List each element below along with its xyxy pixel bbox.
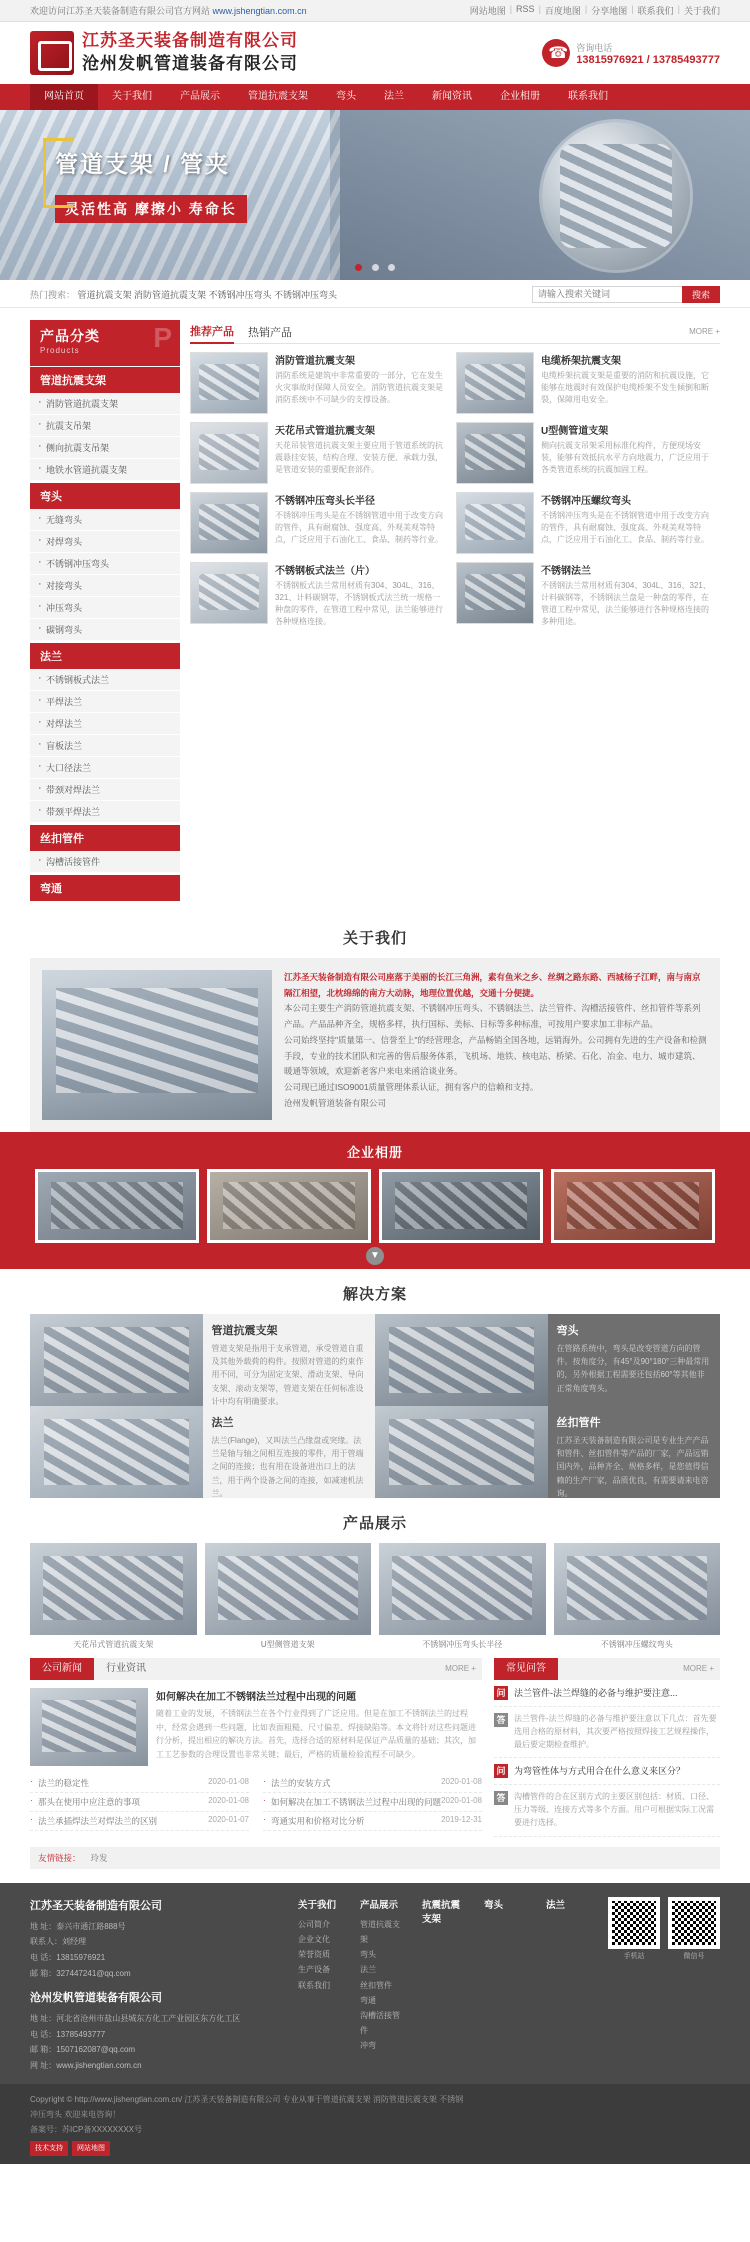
copyright-tag-sitemap[interactable]: 网站地图	[72, 2141, 110, 2156]
faq-answer-badge: 答	[494, 1791, 508, 1805]
product-card[interactable]	[190, 492, 448, 554]
banner-dot-3[interactable]	[388, 264, 395, 271]
showcase-image	[205, 1543, 372, 1635]
about-paragraph: 沧州发帆管道装备有限公司	[284, 1097, 387, 1108]
copyright-line-2: 冲压弯头 欢迎来电咨询！	[30, 2109, 121, 2119]
solution-text	[203, 1314, 376, 1406]
sidebar-cat-bracket[interactable]: 管道抗震支架	[30, 367, 180, 393]
hero-banner[interactable]	[0, 110, 750, 280]
product-card[interactable]	[190, 352, 448, 414]
footer-link-threaded[interactable]: 丝扣管件	[360, 1980, 392, 1990]
logo-line-2: 沧州发帆管道装备有限公司	[82, 54, 298, 73]
sidebar-item-ss-plate-flange[interactable]: · 不锈钢板式法兰	[30, 669, 180, 691]
site-footer	[0, 1883, 750, 2084]
showcase-item[interactable]	[379, 1543, 546, 1654]
sidebar-item-hanger[interactable]: · 抗震支吊架	[30, 415, 180, 437]
solution-title: 管道抗震支架	[211, 1325, 278, 1337]
product-desc: 不锈钢板式法兰常用材质有304、304L、316、321、计料碳钢等，不锈钢板式法兰统一规格一种盘的零件，在管道工程中常见，法兰能够进行各种规格连接。	[275, 581, 443, 626]
news-list-item[interactable]	[30, 1812, 249, 1831]
hot-keywords-text[interactable]: 管道抗震支架 消防管道抗震支架 不锈钢冲压弯头 不锈钢冲压弯头	[77, 289, 338, 300]
sidebar-item-wn-flange[interactable]: · 带颈对焊法兰	[30, 779, 180, 801]
news-feature-image	[30, 1688, 148, 1766]
footer-address-2: 地 址：河北省沧州市盐山县城东方化工产业园区东方化工区	[30, 2014, 241, 2024]
welcome-text	[30, 4, 307, 17]
product-thumbnail	[190, 422, 268, 484]
sidebar-item-carbon-elbow[interactable]: · 碳钢弯头	[30, 619, 180, 641]
footer-company-1: 江苏圣天装备制造有限公司	[30, 1899, 162, 1912]
sidebar-item-seamless-elbow[interactable]: · 无缝弯头	[30, 509, 180, 531]
news-list-item[interactable]	[30, 1774, 249, 1793]
topbar-link-contact[interactable]: 联系我们	[637, 6, 674, 16]
album-section	[0, 1132, 750, 1269]
copyright-tag-support[interactable]: 技术支持	[30, 2141, 68, 2156]
product-thumbnail	[190, 352, 268, 414]
friend-link-item[interactable]: 玲发	[90, 1852, 108, 1863]
products-more-link[interactable]: MORE +	[689, 327, 720, 336]
solutions-title-text: 解决方案	[342, 1286, 407, 1303]
showcase-image	[554, 1543, 721, 1635]
about-title-text: 关于我们	[342, 930, 407, 947]
showcase-item[interactable]	[30, 1543, 197, 1654]
faq-answer	[494, 1785, 720, 1836]
footer-link-bracket[interactable]: 管道抗震支架	[360, 1919, 400, 1944]
qr-code-mobile	[608, 1897, 660, 1949]
showcase-image	[379, 1543, 546, 1635]
showcase-item[interactable]	[554, 1543, 721, 1654]
product-title: 不锈钢板式法兰（片）	[275, 566, 375, 577]
news-item-title: · 法兰的安装方式	[271, 1778, 331, 1788]
product-desc: 不锈钢法兰常用材质有304、304L、316、321、计料碳钢等，不锈钢法兰盘是一种盘的零件，在管道工程中常见，法兰能够进行各种规格连接的多种用途。	[541, 581, 711, 626]
solution-title: 丝扣管件	[556, 1417, 601, 1429]
solution-cell[interactable]	[375, 1314, 720, 1406]
sidebar-title-en: Products	[40, 346, 80, 355]
sidebar-item-groove-fitting[interactable]: · 沟槽活接管件	[30, 851, 180, 873]
footer-nav-products	[360, 1897, 404, 2074]
main-nav	[0, 84, 750, 110]
product-list	[190, 320, 720, 903]
solution-cell[interactable]	[30, 1406, 375, 1498]
nav-item-news[interactable]: 新闻资讯	[432, 91, 472, 102]
footer-nav-title-about: 关于我们	[298, 1899, 337, 1911]
solution-text	[203, 1406, 376, 1498]
sidebar-item-fire-bracket[interactable]: · 消防管道抗震支架	[30, 393, 180, 415]
sidebar-cat-flange[interactable]: 法兰	[30, 643, 180, 669]
sidebar-item-flat-flange[interactable]: · 平焊法兰	[30, 691, 180, 713]
footer-website-2: 网 址：www.jishengtian.com.cn	[30, 2060, 142, 2070]
product-desc: 天花吊装管道抗震支架主要应用于管道系统的抗震悬挂安装，结构合理、安装方便、承载力强，是管道安装的重要配套部件。	[275, 441, 443, 474]
news-item-date: 2020-01-08	[208, 1796, 249, 1805]
phone-block	[542, 39, 720, 67]
product-thumbnail	[190, 492, 268, 554]
hot-keywords	[30, 288, 337, 301]
album-item[interactable]	[379, 1169, 543, 1243]
site-header	[0, 22, 750, 84]
solution-text	[548, 1314, 721, 1406]
faq-panel	[494, 1658, 720, 1837]
solution-title: 弯头	[556, 1325, 579, 1337]
sidebar-item-lateral-hanger[interactable]: · 侧向抗震支吊架	[30, 437, 180, 459]
product-title: 天花吊式管道抗震支架	[275, 426, 375, 437]
welcome-prefix: 欢迎访问江苏圣天装备制造有限公司官方网站	[30, 6, 211, 16]
faq-answer	[494, 1707, 720, 1758]
product-card[interactable]	[456, 562, 714, 628]
nav-item-album[interactable]: 企业相册	[500, 91, 540, 102]
solution-image	[30, 1314, 203, 1406]
footer-link-stamp[interactable]: 冲弯	[360, 2041, 376, 2051]
footer-link-groove[interactable]: 沟槽活接管件	[360, 2010, 400, 2036]
search-input[interactable]	[532, 286, 682, 303]
faq-tabs	[494, 1658, 720, 1680]
product-card[interactable]	[456, 492, 714, 554]
faq-list	[494, 1680, 720, 1837]
sidebar-item-stamped-elbow[interactable]: · 冲压弯头	[30, 597, 180, 619]
solution-desc: 在管路系统中，弯头是改变管道方向的管件。按角度分，有45°及90°180°三种最常用的，另外根据工程需要还包括60°等其他非正常角度弯头。	[556, 1344, 710, 1393]
faq-more-link[interactable]: MORE +	[683, 1664, 714, 1673]
qr-caption-mobile: 手机站	[623, 1952, 645, 1960]
sidebar-item-so-flange[interactable]: · 带颈平焊法兰	[30, 801, 180, 823]
sidebar-item-large-flange[interactable]: · 大口径法兰	[30, 757, 180, 779]
banner-dot-2[interactable]	[372, 264, 379, 271]
footer-link-equipment[interactable]: 生产设备	[298, 1965, 330, 1975]
sidebar-header	[30, 320, 180, 366]
solutions-section-title	[0, 1269, 750, 1314]
news-item-date: 2019-12-31	[441, 1815, 482, 1824]
tab-recommended[interactable]: 推荐产品	[190, 320, 234, 344]
footer-email-2: 邮 箱：1507162087@qq.com	[30, 2045, 136, 2055]
product-desc: 侧向抗震支吊架采用标准化构件，方便现场安装，能够有效抵抗水平方向地震力，广泛应用于各类管道系统的抗震加固工程。	[541, 441, 709, 474]
about-text	[284, 970, 708, 1120]
search-button[interactable]: 搜索	[682, 286, 720, 303]
album-item[interactable]	[207, 1169, 371, 1243]
product-thumbnail	[456, 492, 534, 554]
news-item-title: · 法兰的稳定性	[38, 1778, 90, 1788]
faq-question[interactable]	[494, 1758, 720, 1785]
album-item[interactable]	[551, 1169, 715, 1243]
footer-link-bend[interactable]: 弯通	[360, 1995, 376, 2005]
qr-code-wechat	[668, 1897, 720, 1949]
phone-label: 咨询电话	[576, 42, 613, 53]
news-list-left	[30, 1774, 249, 1831]
news-list-right	[263, 1774, 482, 1831]
banner-accent-frame	[43, 138, 73, 208]
product-thumbnail	[456, 562, 534, 624]
showcase-caption: 不锈钢冲压弯头长半径	[422, 1640, 503, 1649]
news-feature[interactable]	[30, 1680, 482, 1774]
news-item-title: · 弯通实用和价格对比分析	[271, 1816, 365, 1826]
showcase-image	[30, 1543, 197, 1635]
footer-link-flange[interactable]: 法兰	[360, 1965, 376, 1975]
footer-link-culture[interactable]: 企业文化	[298, 1934, 330, 1944]
footer-nav-title-products: 产品展示	[360, 1899, 399, 1911]
footer-link-contact[interactable]: 联系我们	[298, 1980, 330, 1990]
sidebar-item-metro-bracket[interactable]: · 地铁水管道抗震支架	[30, 459, 180, 481]
product-thumbnail	[190, 562, 268, 624]
product-desc: 不锈钢冲压弯头是在不锈钢管道中用于改变方向的管件，具有耐腐蚀、强度高、外观美观等特点，广泛应用于石油化工、食品、制药等行业。	[541, 511, 709, 544]
about-paragraph: 公司现已通过ISO9001质量管理体系认证，拥有客户的信赖和支持。	[284, 1082, 539, 1093]
footer-phone-2: 电 话：13785493777	[30, 2029, 106, 2039]
product-title: 不锈钢法兰	[541, 566, 591, 577]
news-item-title: · 如何解决在加工不锈钢法兰过程中出现的问题	[271, 1797, 442, 1807]
product-title: U型侧管道支架	[541, 426, 609, 437]
news-feature-desc: 随着工业的发展，不锈钢法兰在各个行业得到了广泛应用。但是在加工不锈钢法兰的过程中，经常会遇到一些问题，比如表面粗糙、尺寸偏差、焊接缺陷等。本文将针对这些问题进行分析，提出相应的解决方法。首先，选择合适的原材料是保证产品质量的基础；其次，加工工艺参数的合理设置也非常关键；最后，严格的质量检验流程不可缺少。	[156, 1709, 476, 1759]
footer-contact	[30, 1897, 280, 2074]
copyright-icp: 备案号：苏ICP备XXXXXXXX号	[30, 2124, 143, 2134]
product-thumbnail	[456, 422, 534, 484]
footer-nav-title-elbow: 弯头	[484, 1899, 504, 1911]
news-item-title: · 法兰承插焊法兰对焊法兰的区别	[38, 1816, 158, 1826]
faq-question-text: 为弯管性体与方式用合在什么意义来区分？	[514, 1766, 686, 1777]
product-desc: 消防系统是建筑中非常重要的一部分，它在发生火灾事故时保障人员安全。消防管道抗震支架是消防系统中不可缺少的支撑设备。	[275, 371, 443, 404]
topbar-link-share-map[interactable]: 分享地图	[591, 6, 628, 16]
sidebar-cat-threaded[interactable]: 丝扣管件	[30, 825, 180, 851]
solution-text	[548, 1406, 721, 1498]
showcase-caption: U型侧管道支架	[260, 1640, 315, 1649]
showcase-section	[30, 1543, 720, 1654]
footer-phone-1: 电 话：13815976921	[30, 1952, 106, 1962]
news-item-date: 2020-01-07	[208, 1815, 249, 1824]
tab-hot[interactable]: 热销产品	[248, 326, 292, 339]
sidebar-item-butt-elbow[interactable]: · 对焊弯头	[30, 531, 180, 553]
banner-dots[interactable]	[0, 262, 750, 274]
about-image	[42, 970, 272, 1120]
solution-desc: 江苏圣天装备制造有限公司是专业生产产品和管件、丝扣管件等产品的厂家，产品远销国内外，品种齐全、规格多样，是您值得信赖的生产厂家，品质优良，有需要请来电咨询。	[556, 1436, 709, 1498]
news-item-date: 2020-01-08	[441, 1796, 482, 1805]
news-tabs	[30, 1658, 482, 1680]
sidebar-block-elbow	[30, 483, 180, 641]
footer-link-elbow[interactable]: 弯头	[360, 1950, 376, 1960]
sidebar-block-flange	[30, 643, 180, 823]
sidebar-item-blind-flange[interactable]: · 盲板法兰	[30, 735, 180, 757]
solution-desc: 法兰(Flange)，又叫法兰凸缘盘或突缘。法兰是轴与轴之间相互连接的零件，用于管端之间的连接；也有用在设备进出口上的法兰，用于两个设备之间的连接，如减速机法兰。	[211, 1436, 364, 1498]
friend-links-bar	[30, 1847, 720, 1869]
album-row	[0, 1169, 750, 1243]
topbar-link-baidu-map[interactable]: 百度地图	[544, 6, 581, 16]
nav-item-about[interactable]: 关于我们	[112, 91, 152, 102]
phone-number: 13815976921 / 13785493777	[576, 53, 720, 66]
showcase-section-title	[0, 1498, 750, 1543]
footer-address-1: 地 址：泰兴市通江路888号	[30, 1921, 126, 1931]
copyright-bar	[0, 2084, 750, 2165]
product-card[interactable]	[190, 562, 448, 628]
product-card[interactable]	[456, 352, 714, 414]
showcase-caption: 天花吊式管道抗震支架	[73, 1640, 154, 1649]
sidebar-item-butt-flange[interactable]: · 对焊法兰	[30, 713, 180, 735]
sidebar-block-bracket	[30, 367, 180, 481]
sidebar-item-ss-stamped-elbow[interactable]: · 不锈钢冲压弯头	[30, 553, 180, 575]
solution-image	[30, 1406, 203, 1498]
news-item-date: 2020-01-08	[208, 1777, 249, 1786]
product-tabs	[190, 320, 720, 344]
faq-question-badge: 问	[494, 1764, 508, 1778]
news-feature-title: 如何解决在加工不锈钢法兰过程中出现的问题	[156, 1692, 356, 1703]
album-next-arrow-icon[interactable]: ▼	[366, 1247, 384, 1265]
about-paragraph: 公司始终坚持"质量第一、信誉至上"的经营理念，产品畅销全国各地，远销海外。公司拥有先进的生产设备和检测手段，专业的技术团队和完善的售后服务体系，飞机场、地铁、核电站、桥梁、石化、冶金、电力、城市建筑、暖通等领域，欢迎新老客户来电来函洽谈业务。	[284, 1034, 707, 1077]
topbar-link-rss[interactable]: RSS	[516, 4, 535, 14]
copyright-line-1: Copyright © http://www.jishengtian.com.cn/ 江苏圣天装备制造有限公司 专业从事于管道抗震支架 消防管道抗震支架 不锈钢	[30, 2094, 464, 2104]
logo-line-1: 江苏圣天装备制造有限公司	[82, 31, 298, 51]
news-item-title: · 那头在使用中应注意的事项	[38, 1797, 141, 1807]
hot-keywords-label: 热门搜索：	[30, 289, 76, 300]
product-desc: 不锈钢冲压弯头是在不锈钢管道中用于改变方向的管件，具有耐腐蚀、强度高、外观美观等特点，广泛应用于石油化工、食品、制药等行业。	[275, 511, 443, 544]
topbar-link-about[interactable]: 关于我们	[683, 6, 720, 16]
news-list-item[interactable]	[263, 1793, 482, 1812]
news-more-link[interactable]: MORE +	[445, 1664, 476, 1673]
solution-image	[375, 1406, 548, 1498]
footer-nav-elbow	[484, 1897, 528, 2074]
album-title: 企业相册	[346, 1145, 403, 1160]
news-panel	[30, 1658, 482, 1837]
welcome-url[interactable]: www.jshengtian.com.cn	[212, 6, 307, 16]
solution-desc: 管道支架是指用于支承管道，承受管道自重及其他外载荷的构件。按照对管道的约束作用不同，可分为固定支架、滑动支架、导向支架、滚动支架等，管道支架在任何标准设计中均有明确要求。	[211, 1344, 364, 1406]
tab-faq[interactable]: 常见问答	[494, 1658, 558, 1680]
product-desc: 电缆桥架抗震支架是重要的消防和抗震设施，它能够在地震时有效保护电缆桥架不发生倾倒和断裂，保障用电安全。	[541, 371, 709, 404]
faq-question-badge: 问	[494, 1686, 508, 1700]
footer-nav-title-flange: 法兰	[546, 1899, 566, 1911]
product-title: 电缆桥架抗震支架	[541, 356, 621, 367]
company-logo-icon	[30, 31, 74, 75]
product-title: 消防管道抗震支架	[275, 356, 355, 367]
about-company-name: 江苏圣天装备制造有限公司座落于美丽的长江三角洲，素有鱼米之乡、丝绸之路东路、西城杨子江畔，南与南京隔江相望，北枕绵绵的南方大动脉，地理位置优越，交通十分便捷。	[284, 972, 701, 998]
sidebar-block-threaded	[30, 825, 180, 873]
nav-item-home[interactable]: 网站首页	[30, 84, 98, 110]
faq-answer-badge: 答	[494, 1713, 508, 1727]
solution-cell[interactable]	[375, 1406, 720, 1498]
product-title: 不锈钢冲压弯头长半径	[275, 496, 375, 507]
tab-company-news[interactable]: 公司新闻	[30, 1658, 94, 1680]
product-card[interactable]	[190, 422, 448, 484]
product-thumbnail	[456, 352, 534, 414]
footer-nav-flange	[546, 1897, 590, 2074]
solutions-section	[30, 1314, 720, 1498]
footer-company-2: 沧州发帆管道装备有限公司	[30, 1992, 162, 2005]
faq-answer-text: 法兰管件-法兰焊缝的必备与维护要注意以下几点：首先要选用合格的原材料，其次要严格按照焊接工艺规程操作，最后要定期检查维护。	[514, 1714, 717, 1749]
top-bar	[0, 0, 750, 22]
banner-product-image	[542, 122, 690, 270]
footer-email-1: 邮 箱：327447241@qq.com	[30, 1968, 131, 1978]
banner-dot-1[interactable]	[355, 264, 362, 271]
friend-links-label: 友情链接：	[38, 1852, 81, 1863]
search-box	[532, 286, 720, 303]
footer-person-1: 联系人：刘经理	[30, 1937, 86, 1947]
about-section-title	[0, 913, 750, 958]
solution-cell[interactable]	[30, 1314, 375, 1406]
sidebar-watermark-icon: P	[153, 322, 172, 353]
qr-caption-wechat: 微信号	[683, 1952, 705, 1960]
news-list-item[interactable]	[263, 1812, 482, 1831]
sidebar-title-zh: 产品分类	[40, 328, 100, 344]
about-section	[30, 958, 720, 1132]
banner-subtitle: 灵活性高 摩擦小 寿命长	[55, 195, 247, 223]
product-category-sidebar	[30, 320, 180, 903]
tab-industry-news[interactable]: 行业资讯	[106, 1663, 146, 1674]
about-paragraph: 本公司主要生产消防管道抗震支架、不锈钢冲压弯头、不锈钢法兰、法兰管件、沟槽活接管件、丝扣管件等系列产品。产品品种齐全，规格多样，执行国标、美标、日标等多种标准，可按用户要求加工非标产品。	[284, 1003, 701, 1030]
album-item[interactable]	[35, 1169, 199, 1243]
news-section	[30, 1654, 720, 1837]
sidebar-block-bend	[30, 875, 180, 901]
product-title: 不锈钢冲压螺纹弯头	[541, 496, 631, 507]
faq-answer-text: 沟槽管件的合在区别方式的主要区别包括：材质、口径、压力等级、连接方式等多个方面。用户可根据实际工况需要进行选择。	[514, 1792, 714, 1827]
sidebar-cat-bend[interactable]: 弯通	[30, 875, 180, 901]
products-section	[0, 308, 750, 913]
banner-caption	[55, 146, 275, 223]
solution-image	[375, 1314, 548, 1406]
news-list-item[interactable]	[30, 1793, 249, 1812]
solution-title: 法兰	[211, 1417, 234, 1429]
footer-nav-seismic	[422, 1897, 466, 2074]
footer-link-profile[interactable]: 公司简介	[298, 1919, 330, 1929]
footer-qr-codes	[608, 1897, 720, 2074]
nav-item-flange[interactable]: 法兰	[384, 91, 404, 102]
showcase-title-text: 产品展示	[342, 1515, 407, 1532]
nav-item-contact[interactable]: 联系我们	[568, 91, 608, 102]
showcase-caption: 不锈钢冲压螺纹弯头	[600, 1640, 673, 1649]
sidebar-item-joint-elbow[interactable]: · 对接弯头	[30, 575, 180, 597]
nav-item-products[interactable]: 产品展示	[180, 91, 220, 102]
copyright-tags	[30, 2141, 720, 2156]
sidebar-cat-elbow[interactable]: 弯头	[30, 483, 180, 509]
faq-question[interactable]	[494, 1680, 720, 1707]
faq-question-text: 法兰管件-法兰焊缝的必备与维护要注意...	[514, 1688, 678, 1698]
nav-item-seismic-bracket[interactable]: 管道抗震支架	[248, 91, 308, 102]
phone-icon	[542, 39, 570, 67]
footer-nav-about	[298, 1897, 342, 2074]
logo-block[interactable]	[30, 30, 298, 76]
product-card[interactable]	[456, 422, 714, 484]
banner-title: 管道支架 / 管夹	[55, 151, 231, 177]
footer-link-honor[interactable]: 荣誉资质	[298, 1950, 330, 1960]
news-list-item[interactable]	[263, 1774, 482, 1793]
topbar-link-sitemap[interactable]: 网站地图	[469, 6, 506, 16]
top-bar-links: 网站地图 | RSS | 百度地图 | 分享地图 | 联系我们 | 关于我们	[469, 4, 720, 16]
nav-item-elbow[interactable]: 弯头	[336, 91, 356, 102]
search-bar	[0, 280, 750, 308]
footer-nav-title-seismic: 抗震抗震支架	[422, 1899, 461, 1925]
news-item-date: 2020-01-08	[441, 1777, 482, 1786]
showcase-item[interactable]	[205, 1543, 372, 1654]
